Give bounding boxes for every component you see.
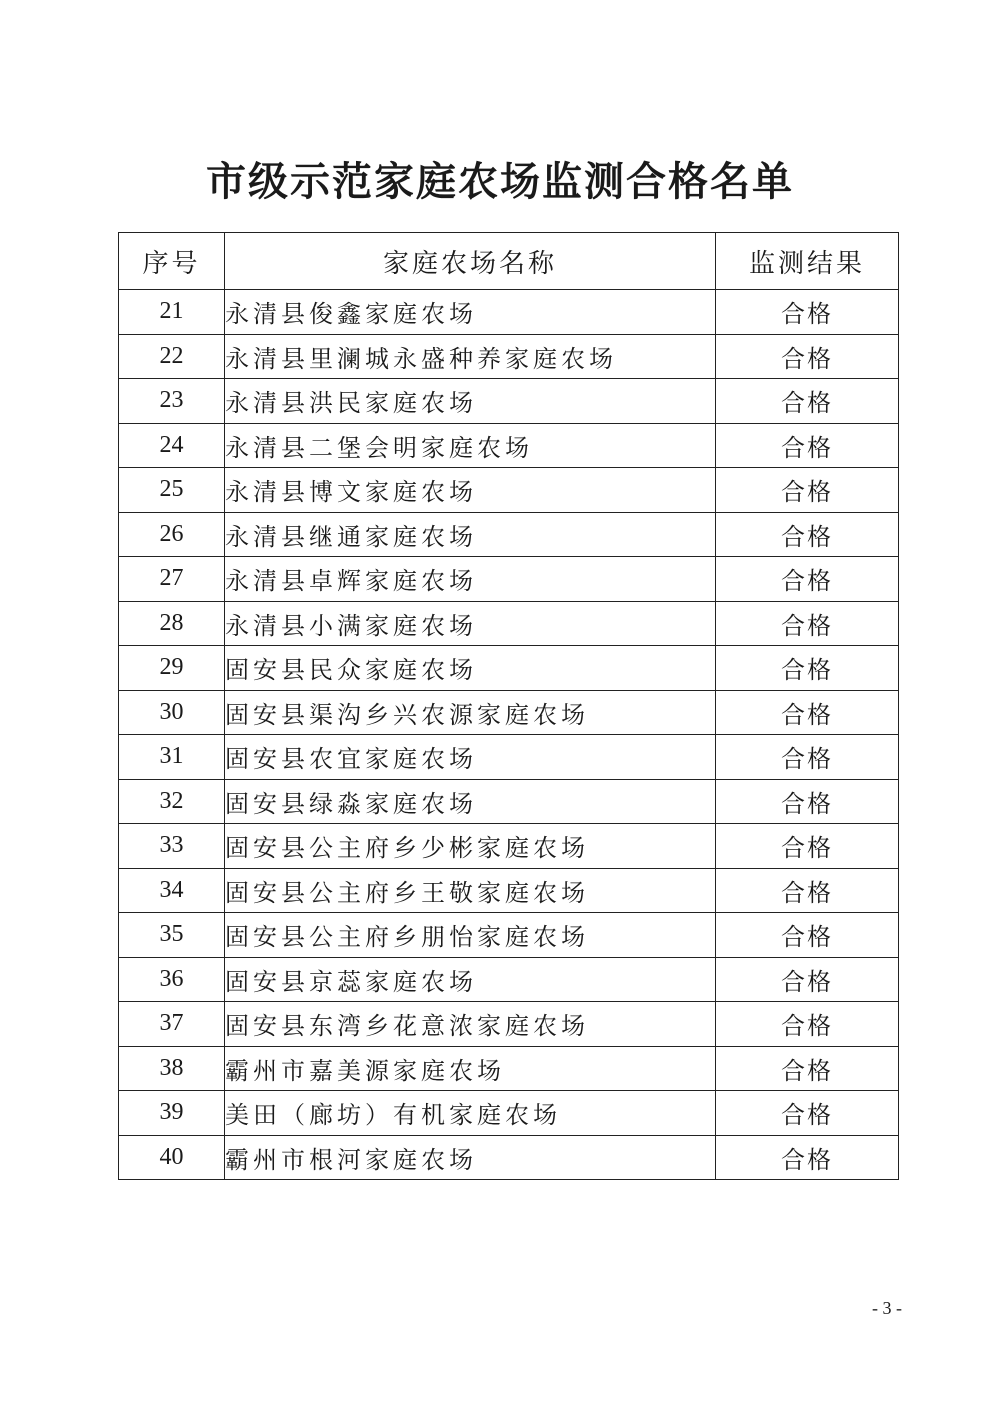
row-farm-name: 固安县公主府乡朋怡家庭农场 xyxy=(225,913,716,958)
row-result: 合格 xyxy=(716,468,899,513)
row-serial-number: 35 xyxy=(119,913,225,958)
row-serial-number: 34 xyxy=(119,868,225,913)
row-serial-number: 21 xyxy=(119,290,225,335)
table-row xyxy=(119,1002,899,1047)
row-serial-number: 23 xyxy=(119,379,225,424)
header-serial-number: 序号 xyxy=(119,233,225,290)
row-serial-number: 40 xyxy=(119,1135,225,1180)
row-serial-number: 29 xyxy=(119,646,225,691)
row-serial-number: 28 xyxy=(119,601,225,646)
row-serial-number: 26 xyxy=(119,512,225,557)
table-body xyxy=(119,290,899,1180)
table-row xyxy=(119,1046,899,1091)
row-farm-name: 永清县里澜城永盛种养家庭农场 xyxy=(225,334,716,379)
row-farm-name: 固安县公主府乡王敬家庭农场 xyxy=(225,868,716,913)
page-number: - 3 - xyxy=(872,1298,902,1318)
row-farm-name: 固安县公主府乡少彬家庭农场 xyxy=(225,824,716,869)
table-row xyxy=(119,290,899,335)
row-serial-number: 25 xyxy=(119,468,225,513)
row-farm-name: 永清县俊鑫家庭农场 xyxy=(225,290,716,335)
row-result: 合格 xyxy=(716,1091,899,1136)
row-result: 合格 xyxy=(716,334,899,379)
table-row xyxy=(119,334,899,379)
row-result: 合格 xyxy=(716,735,899,780)
row-result: 合格 xyxy=(716,379,899,424)
row-result: 合格 xyxy=(716,957,899,1002)
row-farm-name: 美田（廊坊）有机家庭农场 xyxy=(225,1091,716,1136)
table-row xyxy=(119,824,899,869)
table-row xyxy=(119,1091,899,1136)
row-farm-name: 永清县继通家庭农场 xyxy=(225,512,716,557)
row-result: 合格 xyxy=(716,1046,899,1091)
row-result: 合格 xyxy=(716,868,899,913)
table-header-row xyxy=(119,233,899,290)
header-result: 监测结果 xyxy=(716,233,899,290)
row-farm-name: 永清县小满家庭农场 xyxy=(225,601,716,646)
table-row xyxy=(119,557,899,602)
row-serial-number: 36 xyxy=(119,957,225,1002)
row-farm-name: 永清县博文家庭农场 xyxy=(225,468,716,513)
row-farm-name: 固安县渠沟乡兴农源家庭农场 xyxy=(225,690,716,735)
row-result: 合格 xyxy=(716,557,899,602)
row-farm-name: 霸州市根河家庭农场 xyxy=(225,1135,716,1180)
row-result: 合格 xyxy=(716,423,899,468)
row-serial-number: 24 xyxy=(119,423,225,468)
row-serial-number: 37 xyxy=(119,1002,225,1047)
table-row xyxy=(119,690,899,735)
row-farm-name: 永清县卓辉家庭农场 xyxy=(225,557,716,602)
row-farm-name: 固安县农宜家庭农场 xyxy=(225,735,716,780)
row-farm-name: 固安县京蕊家庭农场 xyxy=(225,957,716,1002)
table-row xyxy=(119,957,899,1002)
table-row xyxy=(119,423,899,468)
table-row xyxy=(119,646,899,691)
row-result: 合格 xyxy=(716,779,899,824)
row-result: 合格 xyxy=(716,824,899,869)
row-farm-name: 永清县洪民家庭农场 xyxy=(225,379,716,424)
row-result: 合格 xyxy=(716,690,899,735)
row-serial-number: 32 xyxy=(119,779,225,824)
row-result: 合格 xyxy=(716,290,899,335)
row-result: 合格 xyxy=(716,1002,899,1047)
table-row xyxy=(119,468,899,513)
table-row xyxy=(119,735,899,780)
row-farm-name: 固安县东湾乡花意浓家庭农场 xyxy=(225,1002,716,1047)
header-farm-name: 家庭农场名称 xyxy=(225,233,716,290)
row-farm-name: 永清县二堡会明家庭农场 xyxy=(225,423,716,468)
row-serial-number: 30 xyxy=(119,690,225,735)
table-row xyxy=(119,779,899,824)
table-row xyxy=(119,379,899,424)
row-farm-name: 固安县绿淼家庭农场 xyxy=(225,779,716,824)
table-row xyxy=(119,868,899,913)
row-serial-number: 27 xyxy=(119,557,225,602)
row-serial-number: 33 xyxy=(119,824,225,869)
row-farm-name: 霸州市嘉美源家庭农场 xyxy=(225,1046,716,1091)
row-farm-name: 固安县民众家庭农场 xyxy=(225,646,716,691)
row-result: 合格 xyxy=(716,512,899,557)
row-serial-number: 38 xyxy=(119,1046,225,1091)
row-serial-number: 31 xyxy=(119,735,225,780)
table-row xyxy=(119,1135,899,1180)
row-result: 合格 xyxy=(716,601,899,646)
table-row xyxy=(119,601,899,646)
row-serial-number: 39 xyxy=(119,1091,225,1136)
table-row xyxy=(119,512,899,557)
document-title: 市级示范家庭农场监测合格名单 xyxy=(206,158,794,205)
farm-list-table xyxy=(118,232,899,1180)
row-result: 合格 xyxy=(716,1135,899,1180)
row-serial-number: 22 xyxy=(119,334,225,379)
table-row xyxy=(119,913,899,958)
row-result: 合格 xyxy=(716,646,899,691)
row-result: 合格 xyxy=(716,913,899,958)
